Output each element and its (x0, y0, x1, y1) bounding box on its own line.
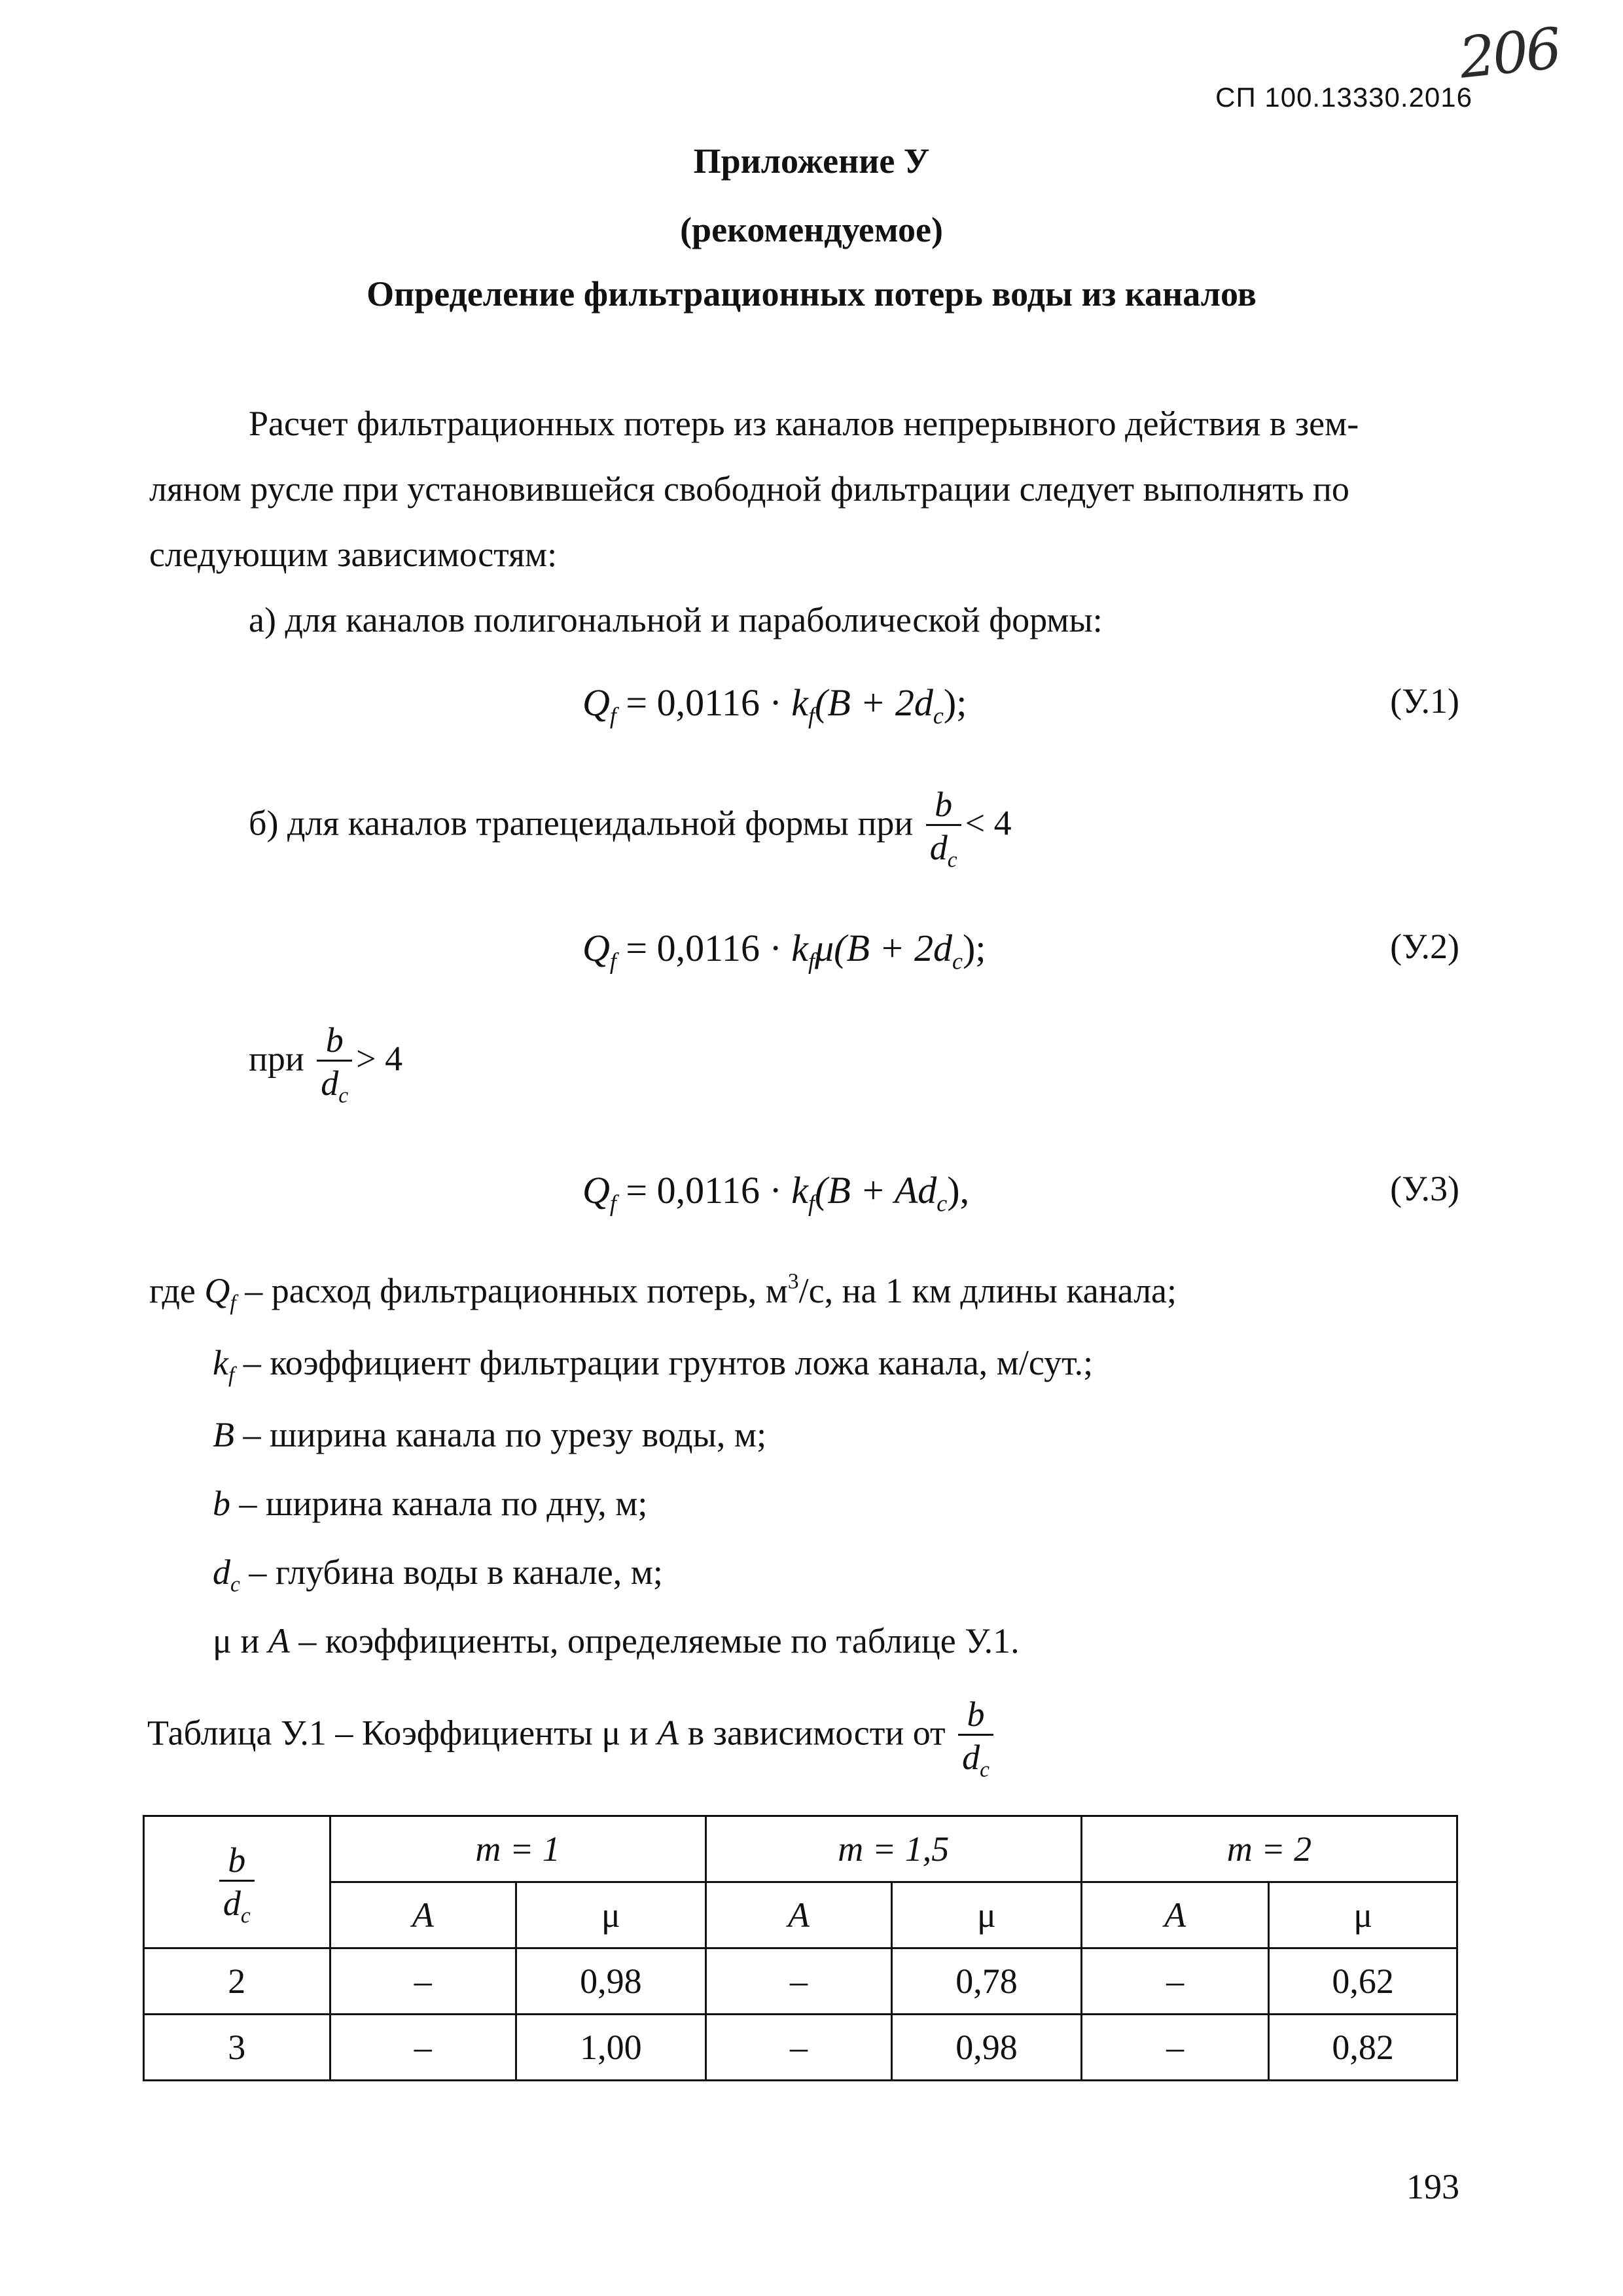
table-cell: – (1081, 2015, 1269, 2081)
def-muA-text: – коэффициенты, определяемые по таблице У.1. (289, 1621, 1020, 1660)
formula-u2-coef: = 0,0116 · (616, 927, 792, 969)
def-B (213, 1417, 766, 1452)
formula-u2-lhs-sub: f (609, 948, 616, 975)
table-row (144, 2015, 1457, 2081)
table-group-m15: m = 1,5 (705, 1816, 1081, 1882)
def-muA: μ и A – коэффициенты, определяемые по таблице У.1. (213, 1621, 1020, 1660)
formula-u3 (582, 1168, 970, 1217)
table-cell: 0,62 (1269, 1948, 1457, 2015)
table-group-m2: m = 2 (1081, 1816, 1457, 1882)
case-c-line (249, 1020, 403, 1109)
def-kf-symbol: k (213, 1343, 228, 1382)
table-cell: – (330, 2015, 516, 2081)
formula-u2-number: (У.2) (1390, 927, 1459, 966)
formula-u2-k-sub: f (808, 948, 815, 975)
table-cell: 1,00 (516, 2015, 706, 2081)
ratio-gt: > 4 (356, 1039, 403, 1079)
formula-u2-close: ); (963, 927, 986, 969)
appendix-status: (рекомендуемое) (680, 210, 943, 249)
where-word: где (149, 1271, 196, 1310)
formula-u2-lhs: Q (582, 927, 610, 969)
table-subheader: A (1081, 1882, 1269, 1948)
intro-line-2: ляном русле при установившейся свободной фильтрации следует выполнять по (149, 469, 1349, 509)
formula-u2-open: (B + 2d (834, 927, 953, 969)
table-cell: 2 (144, 1948, 330, 2015)
intro-line-1: Расчет фильтрационных потерь из каналов непрерывного действия в зем- (249, 404, 1359, 443)
coefficients-table (143, 1815, 1458, 2081)
table-cell: – (330, 1948, 516, 2015)
table-subheader: A (330, 1882, 516, 1948)
formula-u2 (582, 926, 986, 975)
table-subheader: μ (892, 1882, 1082, 1948)
def-Qf-symbol: Q (204, 1271, 230, 1310)
table-caption-mu: μ (601, 1713, 621, 1753)
def-B-text: – ширина канала по урезу воды, м; (234, 1415, 767, 1454)
table-ratio-header: $\frac{b}{d_c}$ (144, 1816, 330, 1948)
ratio-denominator-2: $d_c$ (317, 1060, 352, 1103)
ratio-fraction (926, 785, 961, 873)
def-Qf-text: – расход фильтрационных потерь, м (236, 1271, 788, 1310)
formula-u3-close: ), (947, 1169, 970, 1211)
formula-u1-k: k (791, 681, 809, 724)
table-subheader: μ (1269, 1882, 1457, 1948)
formula-u1-open: (B + 2d (815, 681, 933, 724)
document-id: СП 100.13330.2016 (1215, 82, 1472, 113)
appendix-title: Приложение У (693, 141, 930, 181)
def-dc-symbol: d (213, 1552, 230, 1592)
table-cell: – (1081, 1948, 1269, 2015)
case-b-text: б) для каналов трапецеидальной формы при (249, 803, 914, 843)
table-subheader: μ (516, 1882, 706, 1948)
case-a-text: а) для каналов полигональной и параболической формы: (249, 600, 1103, 639)
table-cell: 0,98 (892, 2015, 1082, 2081)
formula-u3-k-sub: f (808, 1190, 815, 1217)
table-caption-fraction: $\frac{b}{d_c}$ (958, 1695, 993, 1778)
case-c-text: при (249, 1039, 304, 1079)
table-cell: – (705, 1948, 892, 2015)
formula-u1-number: (У.1) (1390, 681, 1459, 721)
table-row (144, 1948, 1457, 2015)
ratio-fraction-2 (317, 1020, 352, 1109)
table-caption-A: A (657, 1713, 679, 1753)
formula-u3-lhs-sub: f (609, 1190, 616, 1217)
def-mu-symbol: μ (213, 1621, 232, 1660)
def-dc-text: – глубина воды в канале, м; (240, 1552, 663, 1592)
section-title: Определение фильтрационных потерь воды из каналов (366, 274, 1257, 314)
formula-u2-mu: μ (815, 927, 834, 969)
table-group-m1: m = 1 (330, 1816, 705, 1882)
def-dc: $d_c$ – глубина воды в канале, м; (213, 1552, 663, 1597)
ratio-numerator: b (935, 785, 953, 824)
formula-u1-close: ); (943, 681, 967, 724)
table-cell: – (705, 2015, 892, 2081)
table-caption: Таблица У.1 – Коэффициенты μ и A в зависимости от $\frac{b}{d_c}$ (147, 1695, 997, 1778)
def-A-symbol: A (268, 1621, 290, 1660)
case-b-line (249, 785, 1012, 873)
formula-u3-k: k (791, 1169, 809, 1211)
page-number: 193 (1406, 2167, 1459, 2206)
formula-u3-number: (У.3) (1390, 1169, 1459, 1208)
formula-u1-lhs-sub: f (609, 702, 616, 729)
table-subheader: A (705, 1882, 892, 1948)
def-kf: $k_f$ – коэффициент фильтрации грунтов ложа канала, м/сут.; (213, 1343, 1094, 1388)
table-header-row-1 (144, 1816, 1457, 1882)
table-cell: 0,98 (516, 1948, 706, 2015)
def-b-symbol: b (213, 1484, 230, 1523)
formula-u1-coef: = 0,0116 · (616, 681, 792, 724)
table-header-row-2 (144, 1882, 1457, 1948)
table-cell: 3 (144, 2015, 330, 2081)
formula-u1-k-sub: f (808, 702, 815, 729)
formula-u3-d-sub: c (936, 1190, 948, 1217)
table-caption-prefix: Таблица У.1 – Коэффициенты (147, 1713, 602, 1753)
formula-u3-coef: = 0,0116 · (616, 1169, 792, 1211)
def-Qf-text-2: /с, на 1 км длины канала; (798, 1271, 1177, 1310)
ratio-numerator-2: b (325, 1020, 344, 1060)
def-B-symbol: B (213, 1415, 234, 1454)
formula-u1-lhs: Q (582, 681, 610, 724)
intro-line-3: следующим зависимостям: (149, 535, 558, 574)
formula-u3-open: (B + Ad (815, 1169, 937, 1211)
table-cell: 0,82 (1269, 2015, 1457, 2081)
def-Qf: где $Q_f$ – расход фильтрационных потерь, $м^3/с$, на 1 км длины канала; (149, 1269, 1177, 1316)
table-cell: 0,78 (892, 1948, 1082, 2015)
formula-u2-d-sub: c (952, 948, 963, 975)
formula-u3-lhs: Q (582, 1169, 610, 1211)
table-caption-suffix: в зависимости от (679, 1713, 946, 1753)
def-b-text: – ширина канала по дну, м; (230, 1484, 648, 1523)
formula-u1-d-sub: c (933, 702, 944, 729)
ratio-denominator: $d_c$ (926, 824, 961, 867)
def-b (213, 1486, 647, 1521)
ratio-lt: < 4 (965, 803, 1012, 843)
formula-u2-k: k (791, 927, 809, 969)
formula-u1 (582, 681, 967, 729)
def-kf-text: – коэффициент фильтрации грунтов ложа канала, м/сут.; (234, 1343, 1094, 1382)
handwritten-page-number: 206 (1456, 16, 1562, 92)
